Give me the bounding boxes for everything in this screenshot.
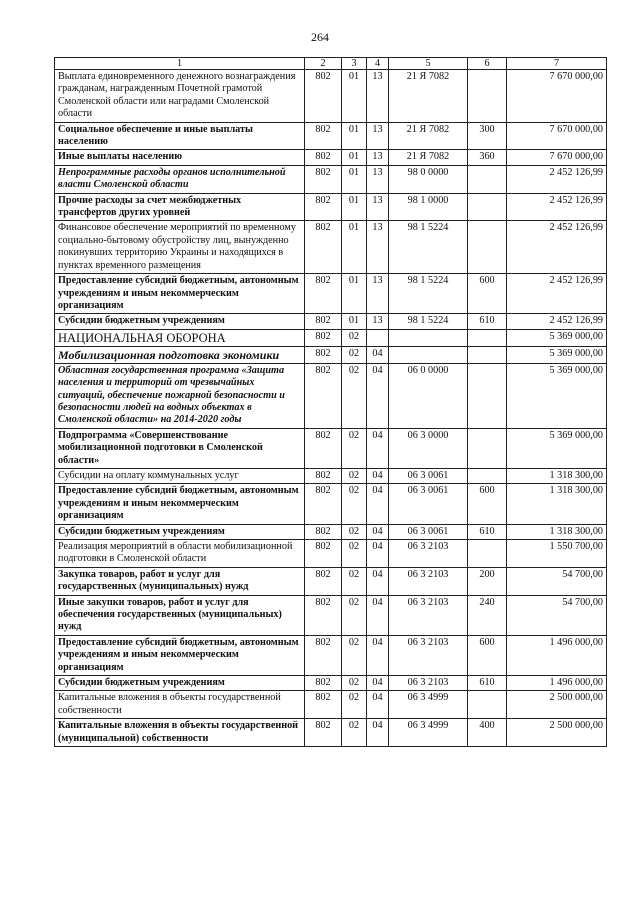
row-amount: 5 369 000,00 [507,363,607,428]
row-ministry-code: 802 [305,676,342,691]
row-section-code: 01 [342,70,367,123]
row-ministry-code: 802 [305,329,342,346]
row-name: Финансовое обеспечение мероприятий по временному социально-бытовому обустройству лиц, вынужденно покинувших территорию Украины и находящихся в пунктах временного размещения [55,221,305,274]
row-target-code [389,329,468,346]
row-amount: 1 496 000,00 [507,676,607,691]
row-target-code: 06 3 2103 [389,595,468,635]
row-expense-type [468,363,507,428]
row-target-code: 98 1 0000 [389,193,468,221]
column-header: 3 [342,58,367,70]
row-ministry-code: 802 [305,428,342,468]
row-target-code: 06 3 4999 [389,719,468,747]
row-subsection-code: 13 [367,274,389,314]
row-name: Предоставление субсидий бюджетным, автономным учреждениям и иным некоммерческим организациям [55,635,305,675]
row-name: Закупка товаров, работ и услуг для государственных (муниципальных) нужд [55,567,305,595]
row-section-code: 01 [342,193,367,221]
row-name: Иные выплаты населению [55,150,305,165]
row-section-code: 02 [342,719,367,747]
row-expense-type: 610 [468,314,507,329]
table-body [55,58,607,747]
row-section-code: 01 [342,122,367,150]
row-section-code: 02 [342,346,367,363]
row-target-code: 21 Я 7082 [389,70,468,123]
row-ministry-code: 802 [305,595,342,635]
row-ministry-code: 802 [305,150,342,165]
row-name: Выплата единовременного денежного вознаграждения гражданам, награжденным Почетной грамотой Смоленской области или наградами Смоленской области [55,70,305,123]
table-row [55,274,607,314]
row-name: Социальное обеспечение и иные выплаты населению [55,122,305,150]
row-ministry-code: 802 [305,635,342,675]
row-subsection-code: 04 [367,428,389,468]
table-row [55,484,607,524]
row-subsection-code: 13 [367,221,389,274]
row-section-code: 01 [342,165,367,193]
row-section-code: 01 [342,314,367,329]
table-row [55,719,607,747]
row-subsection-code: 04 [367,635,389,675]
row-ministry-code: 802 [305,363,342,428]
row-expense-type: 200 [468,567,507,595]
row-target-code: 06 3 2103 [389,635,468,675]
row-target-code: 06 3 0061 [389,468,468,483]
row-expense-type [468,329,507,346]
row-ministry-code: 802 [305,468,342,483]
row-section-code: 02 [342,540,367,568]
row-amount: 54 700,00 [507,595,607,635]
row-ministry-code: 802 [305,719,342,747]
row-subsection-code: 04 [367,346,389,363]
row-expense-type [468,428,507,468]
row-name: Мобилизационная подготовка экономики [55,346,305,363]
row-ministry-code: 802 [305,274,342,314]
row-ministry-code: 802 [305,165,342,193]
row-amount: 2 500 000,00 [507,719,607,747]
row-amount: 54 700,00 [507,567,607,595]
row-ministry-code: 802 [305,524,342,539]
row-expense-type: 400 [468,719,507,747]
row-subsection-code [367,329,389,346]
row-target-code: 06 3 2103 [389,567,468,595]
row-subsection-code: 13 [367,70,389,123]
row-ministry-code: 802 [305,691,342,719]
row-section-code: 01 [342,150,367,165]
table-row [55,567,607,595]
row-section-code: 02 [342,524,367,539]
row-amount: 1 318 300,00 [507,524,607,539]
column-header: 6 [468,58,507,70]
row-expense-type: 600 [468,274,507,314]
row-amount: 2 452 126,99 [507,314,607,329]
row-section-code: 02 [342,595,367,635]
table-row [55,70,607,123]
row-target-code: 06 3 0000 [389,428,468,468]
row-target-code: 06 0 0000 [389,363,468,428]
row-expense-type [468,540,507,568]
row-name: Субсидии бюджетным учреждениям [55,676,305,691]
row-expense-type [468,346,507,363]
row-expense-type [468,468,507,483]
row-section-code: 02 [342,428,367,468]
row-section-code: 01 [342,221,367,274]
row-subsection-code: 13 [367,150,389,165]
row-name: Предоставление субсидий бюджетным, автономным учреждениям и иным некоммерческим организациям [55,484,305,524]
row-target-code: 98 1 5224 [389,314,468,329]
table-row [55,363,607,428]
row-amount: 7 670 000,00 [507,122,607,150]
row-amount: 2 452 126,99 [507,193,607,221]
table-row [55,540,607,568]
row-target-code: 06 3 4999 [389,691,468,719]
row-expense-type: 360 [468,150,507,165]
row-ministry-code: 802 [305,70,342,123]
row-target-code: 06 3 0061 [389,524,468,539]
row-name: Прочие расходы за счет межбюджетных трансфертов других уровней [55,193,305,221]
row-target-code [389,346,468,363]
row-amount: 5 369 000,00 [507,428,607,468]
row-name: Иные закупки товаров, работ и услуг для обеспечения государственных (муниципальных) нужд [55,595,305,635]
table-row [55,329,607,346]
budget-table [54,57,607,747]
row-amount: 1 318 300,00 [507,484,607,524]
row-subsection-code: 04 [367,595,389,635]
row-target-code: 21 Я 7082 [389,122,468,150]
row-name: Реализация мероприятий в области мобилизационной подготовки в Смоленской области [55,540,305,568]
row-amount: 2 500 000,00 [507,691,607,719]
row-section-code: 02 [342,635,367,675]
table-row [55,428,607,468]
row-name: НАЦИОНАЛЬНАЯ ОБОРОНА [55,329,305,346]
table-row [55,165,607,193]
column-header: 7 [507,58,607,70]
row-subsection-code: 13 [367,193,389,221]
row-section-code: 02 [342,567,367,595]
row-expense-type: 610 [468,676,507,691]
row-name: Непрограммные расходы органов исполнительной власти Смоленской области [55,165,305,193]
column-header: 4 [367,58,389,70]
row-subsection-code: 04 [367,468,389,483]
row-amount: 1 496 000,00 [507,635,607,675]
row-subsection-code: 04 [367,524,389,539]
row-subsection-code: 13 [367,165,389,193]
row-name: Подпрограмма «Совершенствование мобилизационной подготовки в Смоленской области» [55,428,305,468]
row-subsection-code: 13 [367,314,389,329]
row-section-code: 02 [342,484,367,524]
row-amount: 7 670 000,00 [507,150,607,165]
row-amount: 7 670 000,00 [507,70,607,123]
row-target-code: 98 1 5224 [389,221,468,274]
row-expense-type [468,221,507,274]
row-ministry-code: 802 [305,193,342,221]
row-amount: 2 452 126,99 [507,221,607,274]
row-expense-type: 240 [468,595,507,635]
row-subsection-code: 04 [367,691,389,719]
row-target-code: 06 3 0061 [389,484,468,524]
row-amount: 2 452 126,99 [507,274,607,314]
row-subsection-code: 04 [367,484,389,524]
row-expense-type: 300 [468,122,507,150]
row-amount: 5 369 000,00 [507,346,607,363]
row-section-code: 02 [342,676,367,691]
row-expense-type: 600 [468,484,507,524]
row-name: Областная государственная программа «Защита населения и территорий от чрезвычайных ситуаций, обеспечение пожарной безопасности и безопасности людей на водных объектах в Смоленской области» на 2014-2020 годы [55,363,305,428]
row-ministry-code: 802 [305,484,342,524]
row-name: Субсидии на оплату коммунальных услуг [55,468,305,483]
row-section-code: 02 [342,691,367,719]
row-expense-type: 600 [468,635,507,675]
table-row [55,193,607,221]
row-name: Предоставление субсидий бюджетным, автономным учреждениям и иным некоммерческим организациям [55,274,305,314]
row-expense-type [468,70,507,123]
column-header: 5 [389,58,468,70]
row-amount: 1 550 700,00 [507,540,607,568]
table-row [55,122,607,150]
row-target-code: 98 0 0000 [389,165,468,193]
row-target-code: 06 3 2103 [389,676,468,691]
row-section-code: 02 [342,468,367,483]
row-target-code: 98 1 5224 [389,274,468,314]
table-row [55,346,607,363]
row-target-code: 06 3 2103 [389,540,468,568]
row-subsection-code: 04 [367,719,389,747]
row-name: Субсидии бюджетным учреждениям [55,524,305,539]
row-ministry-code: 802 [305,314,342,329]
row-subsection-code: 04 [367,540,389,568]
row-amount: 5 369 000,00 [507,329,607,346]
row-section-code: 02 [342,363,367,428]
row-subsection-code: 13 [367,122,389,150]
column-header: 1 [55,58,305,70]
table-row [55,150,607,165]
page-number: 264 [311,30,329,44]
row-expense-type: 610 [468,524,507,539]
row-subsection-code: 04 [367,363,389,428]
table-row [55,314,607,329]
table-row [55,595,607,635]
row-name: Капитальные вложения в объекты государственной собственности [55,691,305,719]
row-target-code: 21 Я 7082 [389,150,468,165]
row-ministry-code: 802 [305,122,342,150]
row-subsection-code: 04 [367,567,389,595]
row-ministry-code: 802 [305,221,342,274]
row-name: Капитальные вложения в объекты государственной (муниципальной) собственности [55,719,305,747]
row-ministry-code: 802 [305,346,342,363]
table-row [55,676,607,691]
table-row [55,221,607,274]
row-section-code: 01 [342,274,367,314]
table-row [55,691,607,719]
row-expense-type [468,165,507,193]
row-amount: 2 452 126,99 [507,165,607,193]
column-header: 2 [305,58,342,70]
row-ministry-code: 802 [305,567,342,595]
row-expense-type [468,691,507,719]
row-expense-type [468,193,507,221]
table-row [55,635,607,675]
row-ministry-code: 802 [305,540,342,568]
row-subsection-code: 04 [367,676,389,691]
row-section-code: 02 [342,329,367,346]
table-row [55,468,607,483]
row-name: Субсидии бюджетным учреждениям [55,314,305,329]
table-row [55,524,607,539]
row-amount: 1 318 300,00 [507,468,607,483]
table-header-row [55,58,607,70]
